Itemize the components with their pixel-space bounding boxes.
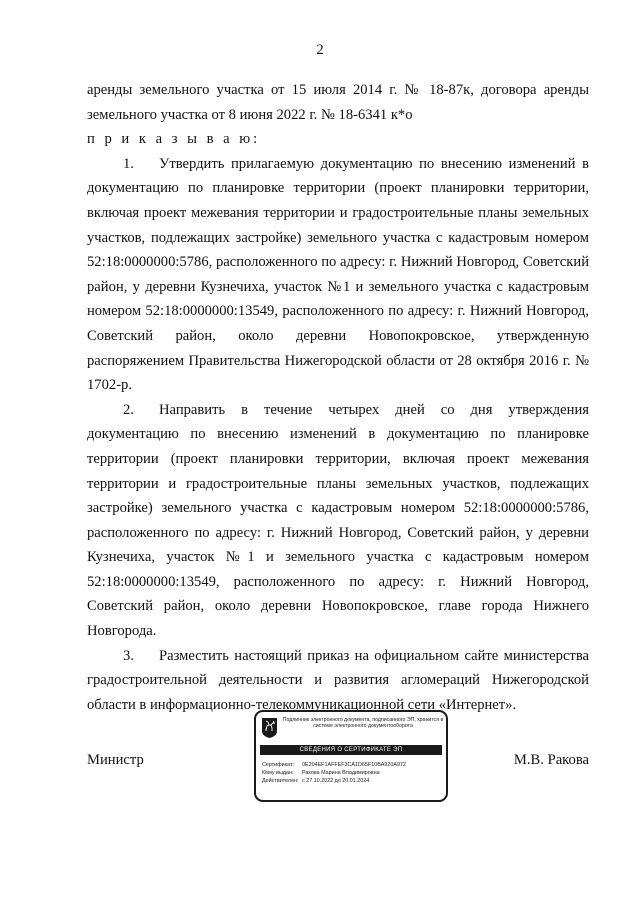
electronic-signature-stamp (254, 710, 448, 802)
valid-value: с 27.10.2022 до 20.01.2024 (302, 778, 370, 784)
item-number: 1. (123, 155, 134, 172)
valid-row (262, 777, 442, 785)
list-item (87, 644, 589, 718)
order-word: п р и к а з ы в а ю: (87, 131, 261, 148)
valid-label: Действителен: (262, 778, 299, 784)
issued-to-row (262, 769, 442, 777)
list-item (87, 398, 589, 644)
stamp-title-bar: СВЕДЕНИЯ О СЕРТИФИКАТЕ ЭП (260, 745, 442, 755)
issued-to-value: Ракова Марина Владимировна (302, 770, 380, 776)
item-text: Утвердить прилагаемую документацию по внесению изменений в документацию по планировке территории (проект планировки территории, включая проект межевания территории и градостроительные планы земельных участков, подлежащих застройке) земельного участка с кадастровым номером 52:18:0000000:5786, расположенного по адресу: г. Нижний Новгород, Советский район, у деревни Кузнечиха, участок №1 и земельного участка с кадастровым номером 52:18:0000000:13549, расположенного по адресу: г. Нижний Новгород, Советский район, около деревни Новопокровское, утвержденную распоряжением Правительства Нижегородской области от 28 октября 2016 г. № 1702-р. (87, 155, 589, 394)
certificate-row (262, 761, 442, 769)
stamp-details (262, 761, 442, 785)
item-text: Направить в течение четырех дней со дня утверждения документацию по внесению изменений в документацию по планировке территории (проект планировки территории, включая проект межевания территории и градостроительные планы земельных участков, подлежащих застройке) земельного участка с кадастровым номером 52:18:0000000:5786, расположенного по адресу: г. Нижний Новгород, Советский район, у деревни Кузнечиха, участок №1 и земельного участка с кадастровым номером 52:18:0000000:13549, расположенного по адресу: г. Нижний Новгород, Советский район, около деревни Новопокровское, главе города Нижнего Новгорода. (87, 401, 589, 640)
certificate-value: 0E204EF1AFFEF3CA1D65F10BA920A972 (302, 762, 406, 768)
item-text: Разместить настоящий приказ на официальном сайте министерства градостроительной деятельности и развития агломераций Нижегородской области в информационно-телекоммуникационной сети «Интернет». (87, 647, 589, 713)
item-number: 2. (123, 401, 134, 418)
lead-paragraph: аренды земельного участка от 15 июля 2014 г. № 18-87к, договора аренды земельного участка от 8 июня 2022 г. № 18-6341 к*о (87, 82, 589, 123)
signer-name: М.В. Ракова (513, 752, 589, 768)
list-item (87, 152, 589, 398)
certificate-label: Сертификат: (262, 762, 295, 768)
deer-emblem-icon (261, 717, 278, 739)
stamp-header: Подлинник электронного документа, подписанного ЭП, хранится в системе электронного документооборота (282, 717, 444, 730)
document-body (87, 78, 589, 717)
page-number: 2 (316, 42, 324, 58)
issued-to-label: Кому выдан: (262, 770, 294, 776)
signer-position: Министр (87, 752, 144, 768)
item-number: 3. (123, 647, 134, 664)
